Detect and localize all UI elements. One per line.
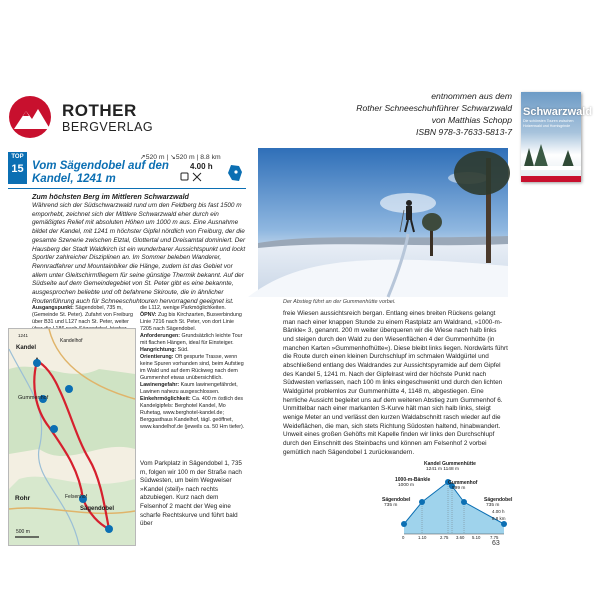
profile-tick: 0 — [402, 535, 405, 540]
map-label: Rohr — [15, 495, 31, 502]
book-cover-title: Schwarzwald — [523, 106, 593, 118]
profile-label-kandel: Kandel Gummenhütte — [424, 461, 476, 467]
tour-stats: ↗520 m | ↘520 m | 8.8 km — [140, 154, 221, 161]
tour-title: Vom Sägendobel auf den Kandel, 1241 m — [32, 160, 169, 185]
route-text: freie Wiesen aussichtsreich bergan. Entlang eines breiten Rückens gelangt man nach einer knappen Stunde zu einem Rastplatz am Waldrand, »1000-m-Bänkle« 3, genannt. 200 m weiter überqueren wir die Wiese nach halb links und steigen durch den Wald zu den Wiesenflächen 4 der Gummenhütte (in manchen Karten »Gummenhofhütte«). Diese bleibt links liegen. Nordwärts führt die Route durch einen kleinen Durchschlupf im schmalen Waldgürtel und abschließend entlang des Waldrandes zur Aussichtspyramide auf dem Gipfel des Kandel 5, 1241 m. Nach der Gipfelrast wird der höchste Punkt nach Südwesten verlassen, nach 100 m links eingeschwenkt und durch den lichten Waldgürtel problemlos zur Gummenhütte 4, 1148 m, abgestiegen. Eine herrliche Aussicht begleitet uns auf dem weiteren Abstieg zum Gummenhof 6. Unmittelbar nach einer markanten S-Kurve hält man sich halb links, steigt wenige Meter an und verlässt den kurzen Waldabschnitt rasch wieder auf die Weideflächen, die man, sich stets Richtung Südosten haltend, hinabwandert. Unweit eines großen Gehöfts mit Kapelle finden wir links den Durchschlupf durch den Einschnitt des Steinbachs und können am Felsenhof 2 vorbei gemütlich nach Sägendobel 1 zurückwandern. — [283, 310, 508, 456]
info-text: Kaum lawinengefährdet, Lawinen nahezu ausgeschlossen. — [140, 382, 238, 395]
title-divider — [8, 188, 246, 189]
rother-logo-icon — [8, 95, 58, 139]
excerpt-note — [292, 90, 512, 138]
tour-duration: 4.00 h — [190, 162, 213, 171]
map-scale: 500 m — [16, 529, 30, 535]
info-label: Ausgangspunkt: — [32, 305, 74, 311]
tour-number: 15 — [11, 163, 24, 175]
profile-elev-baenkle: 1000 m — [398, 483, 414, 488]
profile-elev-gummenhof: 999 m — [452, 486, 466, 491]
info-label: Lawinengefahr: — [140, 382, 180, 388]
info-label: Hangrichtung: — [140, 347, 177, 353]
profile-duration: 4.00 h — [492, 509, 505, 514]
info-text: Ca. 400 m östlich des Kandelgipfels: Berghotel Kandel, Mo Ruhetag, www.berghotel-kandel.de; Berggasthaus Kandelhof, tägl. geöffnet, www.kandelhof.de (jeweils ca. 50 Hm tiefer). — [140, 396, 245, 430]
book-cover-subtitle: Die schönsten Touren zwischen Hotzenwald und Hornisgrinde — [523, 119, 574, 128]
excerpt-line: entnommen aus dem — [431, 91, 512, 101]
map-label: 1241 — [18, 333, 29, 338]
info-label: Orientierung: — [140, 354, 174, 360]
profile-tick: 1.10 — [418, 535, 427, 540]
profile-label-start: Sägendobel — [382, 497, 411, 503]
top-label: TOP — [11, 154, 24, 160]
profile-label-gummenhof: Gummenhof — [448, 480, 478, 486]
map-label: Kandelhof — [60, 338, 83, 344]
info-text: Zug bis Kirchzarten, Busverbindung Linie 7216 nach St. Peter, von dort Linie 7205 nach Sägendobel. — [140, 312, 242, 332]
book-cover-footer — [521, 176, 581, 182]
page-number: 63 — [492, 540, 500, 547]
info-text: Grundsätzlich leichte Tour mit flachen Hängen, ideal für Einsteiger. — [140, 333, 243, 346]
map-label: Gummenhof — [18, 395, 49, 401]
info-text: Oft gespurte Trasse, wenn keine Spuren vorhanden sind, beim Aufstieg im Wald und auf dem Rückweg nach dem Gummenhof etwas unübersichtlich. — [140, 354, 244, 381]
map-label: Sägendobel — [80, 506, 115, 512]
info-label: Einkehrmöglichkeit: — [140, 396, 191, 402]
excerpt-line: von Matthias Schopp — [431, 115, 512, 125]
route-map — [8, 328, 136, 546]
tour-intro: Während sich der Südschwarzwald rund um den Feldberg bis fast 1500 m emporhebt, zeichnet sich der Mittlere Schwarzwald eher durch ein gemäßigtes Relief mit absoluten Höhen um 1000 m aus. Eine Ausnahme bildet der Kandel, mit 1241 m höchster Gipfel nördlich von Freiburg, der die gesamte Szenerie zwischen Elztal, Glottertal und Dreisamtal dominiert. Der Hausberg der Stadt Waldkirch ist ein wunderbarer Aussichtspunkt und lockt Sportler zahlreicher Disziplinen an. Im Sommer beleben Wanderer, Rennradfahrer und Mountainbiker die Hänge, zudem ist das Gebiet vor allem unter Gleitschirmfliegern für seine günstige Thermik bekannt. Auf der Südseite auf dem Gemeindegebiet von St. Peter gibt es eine bekannte, ausgesprochen beliebte und oft befahrene Skiroute, die in ähnlicher Routenführung auch für Schneeschuhtouren hervorragend geeignet ist. — [32, 202, 246, 305]
tour-subtitle: Zum höchsten Berg im Mittleren Schwarzwald — [32, 192, 189, 201]
profile-elev-start: 735 m — [384, 503, 398, 508]
photo-caption: Der Abstieg führt an der Gummenhütte vorbei. — [283, 299, 396, 305]
profile-label-baenkle: 1000-m-Bänkle — [395, 477, 431, 483]
profile-elev-kandel: 1241 m 1148 m — [426, 467, 459, 472]
book-cover — [521, 92, 593, 182]
publisher-name: ROTHER — [62, 101, 137, 120]
profile-tick: 5.10 — [472, 535, 481, 540]
profile-tick: 2.75 — [440, 535, 449, 540]
top-badge — [8, 152, 27, 184]
transport-icon — [180, 172, 202, 182]
profile-tick: 7.75 — [490, 535, 499, 540]
profile-distance: 8.8 km — [492, 516, 506, 521]
info-text: Sägendobel, 735 m, (Gemeinde St. Peter). Zufahrt von Freiburg über B31 und L127 nach St. Peter, weiter — [32, 305, 133, 325]
info-label: Anforderungen: — [140, 333, 181, 339]
profile-elev-end: 735 m — [486, 503, 500, 508]
publisher-subname: BERGVERLAG — [62, 120, 154, 134]
excerpt-isbn: ISBN 978-3-7633-5813-7 — [415, 127, 512, 137]
excerpt-line: Rother Schneeschuhführer Schwarzwald — [356, 103, 512, 113]
profile-label-end: Sägendobel — [484, 497, 513, 503]
map-label: Felsenhof — [65, 494, 87, 500]
info-column-2 — [140, 305, 246, 431]
cover-trees-icon — [521, 140, 581, 170]
snowshoe-photo — [258, 148, 508, 297]
route-text-start: Vom Parkplatz in Sägendobel 1, 735 m, folgen wir 100 m der Straße nach Südwesten, um beim Wegweiser »Kandel (steil)« nach rechts abzubiegen. Kurz nach dem Felsenhof 2 macht der Weg eine scharfe Rechtskurve und führt bald über — [140, 460, 242, 528]
region-map-icon — [225, 163, 245, 183]
info-text: Süd. — [176, 347, 189, 353]
profile-tick: 3.60 — [456, 535, 465, 540]
info-text: die L112, wenige Parkmöglichkeiten. — [140, 305, 226, 311]
info-label: ÖPNV: — [140, 312, 157, 318]
map-label: Kandel — [16, 345, 37, 351]
